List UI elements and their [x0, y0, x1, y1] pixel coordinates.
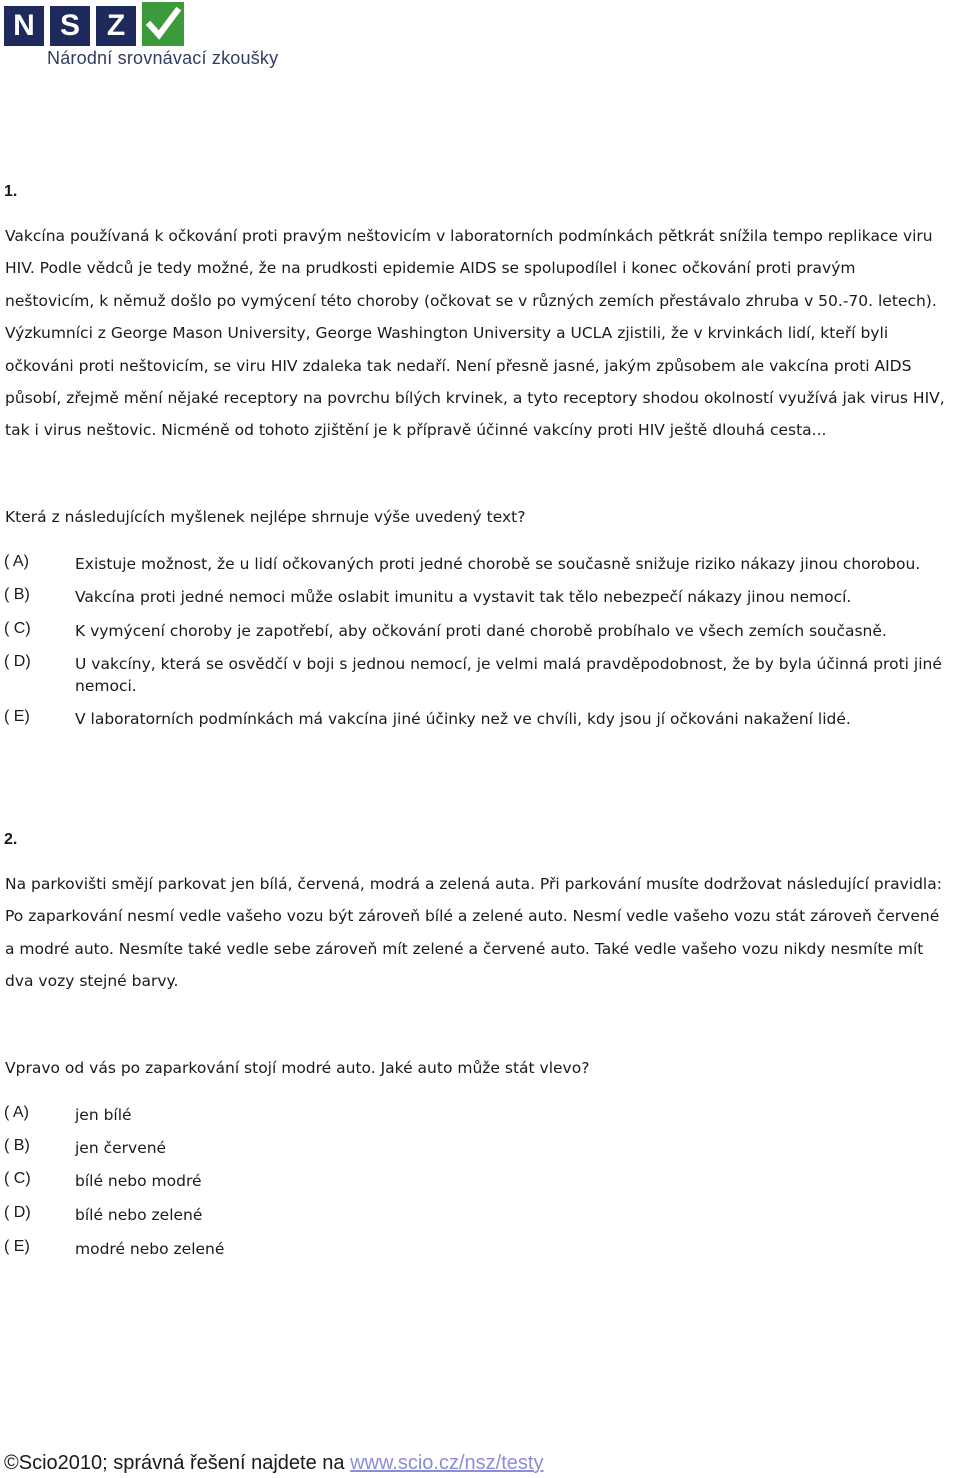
text-line: HIV. Podle vědců je tedy možné, že na prudkosti epidemie AIDS se spolupodílel i konec očkování proti pravým — [5, 259, 856, 278]
option-letter: ( C) — [4, 620, 31, 637]
option-text: bílé nebo zelené — [75, 1206, 203, 1224]
option-letter: ( E) — [4, 708, 30, 725]
answer-option-b[interactable] — [4, 1137, 956, 1167]
check-mark-icon — [142, 2, 184, 46]
option-letter: ( D) — [4, 653, 31, 670]
text-line: Na parkovišti smějí parkovat jen bílá, červená, modrá a zelená auta. Při parkování musíte dodržovat následující pravidla: — [5, 875, 942, 893]
question-2-text — [5, 868, 958, 998]
option-text: V laboratorních podmínkách má vakcína jiné účinky než ve chvíli, kdy jsou jí očkováni nakažení lidé. — [75, 710, 851, 728]
question-2-prompt: Vpravo od vás po zaparkování stojí modré auto. Jaké auto může stát vlevo? — [5, 1059, 590, 1077]
logo-letter-z: Z — [96, 6, 136, 46]
option-text: Existuje možnost, že u lidí očkovaných proti jedné chorobě se současně snižuje riziko nákazy jinou chorobou. — [75, 555, 921, 573]
option-letter: ( A) — [4, 553, 29, 570]
option-text: modré nebo zelené — [75, 1240, 225, 1258]
answer-option-d[interactable] — [4, 1204, 956, 1234]
answer-option-a[interactable] — [4, 1104, 956, 1134]
logo-letter-s: S — [50, 6, 90, 46]
text-line: Vakcína používaná k očkování proti pravým neštovicím v laboratorních podmínkách pětkrát snížila tempo replikace viru — [5, 227, 933, 245]
answer-option-a[interactable] — [4, 553, 956, 583]
option-text: jen červené — [75, 1139, 167, 1157]
answer-option-c[interactable] — [4, 620, 956, 650]
question-1-prompt: Která z následujících myšlenek nejlépe shrnuje výše uvedený text? — [5, 508, 526, 526]
option-letter: ( D) — [4, 1204, 31, 1221]
footer — [4, 1452, 543, 1475]
option-letter: ( B) — [4, 586, 30, 603]
option-text: jen bílé — [75, 1106, 132, 1124]
option-letter: ( B) — [4, 1137, 30, 1154]
logo-letter-n: N — [4, 6, 44, 46]
question-1-text — [5, 220, 958, 447]
answer-option-d[interactable] — [4, 653, 956, 699]
text-line: očkováni proti neštovicím, se viru HIV zdaleka tak nedaří. Není přesně jasné, jakým způsobem ale vakcína proti AIDS — [5, 356, 912, 375]
answer-option-c[interactable] — [4, 1170, 956, 1200]
logo-subtitle: Národní srovnávací zkoušky — [47, 48, 279, 68]
option-text: U vakcíny, která se osvědčí v boji s jednou nemocí, je velmi malá pravděpodobnost, že by byla účinná proti jiné nemoci. — [75, 655, 942, 695]
option-letter: ( E) — [4, 1238, 30, 1255]
footer-text: ©Scio2010; správná řešení najdete na — [4, 1452, 351, 1474]
nsz-logo — [4, 0, 294, 76]
text-line: neštovicím, k němuž došlo po vymýcení této choroby (očkovat se v různých zemích přestávalo zhruba v 50.-70. letech). — [5, 291, 937, 310]
text-line: a modré auto. Nesmíte také vedle sebe zároveň mít zelené a červené auto. Také vedle vašeho vozu nikdy nesmíte mít — [5, 939, 924, 958]
text-line: Po zaparkování nesmí vedle vašeho vozu být zároveň bílé a zelené auto. Nesmí vedle vašeho vozu stát zároveň červené — [5, 907, 940, 926]
answer-option-e[interactable] — [4, 1238, 956, 1268]
option-letter: ( C) — [4, 1170, 31, 1187]
option-letter: ( A) — [4, 1104, 29, 1121]
question-2-number: 2. — [4, 831, 18, 848]
option-text: K vymýcení choroby je zapotřebí, aby očkování proti dané chorobě probíhalo ve všech zemích současně. — [75, 622, 887, 640]
text-line: dva vozy stejné barvy. — [5, 972, 179, 991]
option-text: Vakcína proti jedné nemoci může oslabit imunitu a vystavit tak tělo nebezpečí nákazy jinou nemocí. — [75, 588, 852, 606]
text-line: Výzkumníci z George Mason University, George Washington University a UCLA zjistili, že v krvinkách lidí, kteří byli — [5, 324, 889, 343]
text-line: tak i virus neštovic. Nicméně od tohoto zjištění je k přípravě účinné vakcíny proti HIV ještě dlouhá cesta... — [5, 421, 827, 440]
answer-option-b[interactable] — [4, 586, 956, 616]
solutions-link[interactable]: www.scio.cz/nsz/testy — [350, 1452, 544, 1474]
question-1-number: 1. — [4, 183, 18, 200]
answer-option-e[interactable] — [4, 708, 956, 738]
option-text: bílé nebo modré — [75, 1172, 202, 1190]
text-line: působí, zřejmě mění nějaké receptory na povrchu bílých krvinek, a tyto receptory shodou okolností využívá jak virus HIV, — [5, 389, 945, 408]
